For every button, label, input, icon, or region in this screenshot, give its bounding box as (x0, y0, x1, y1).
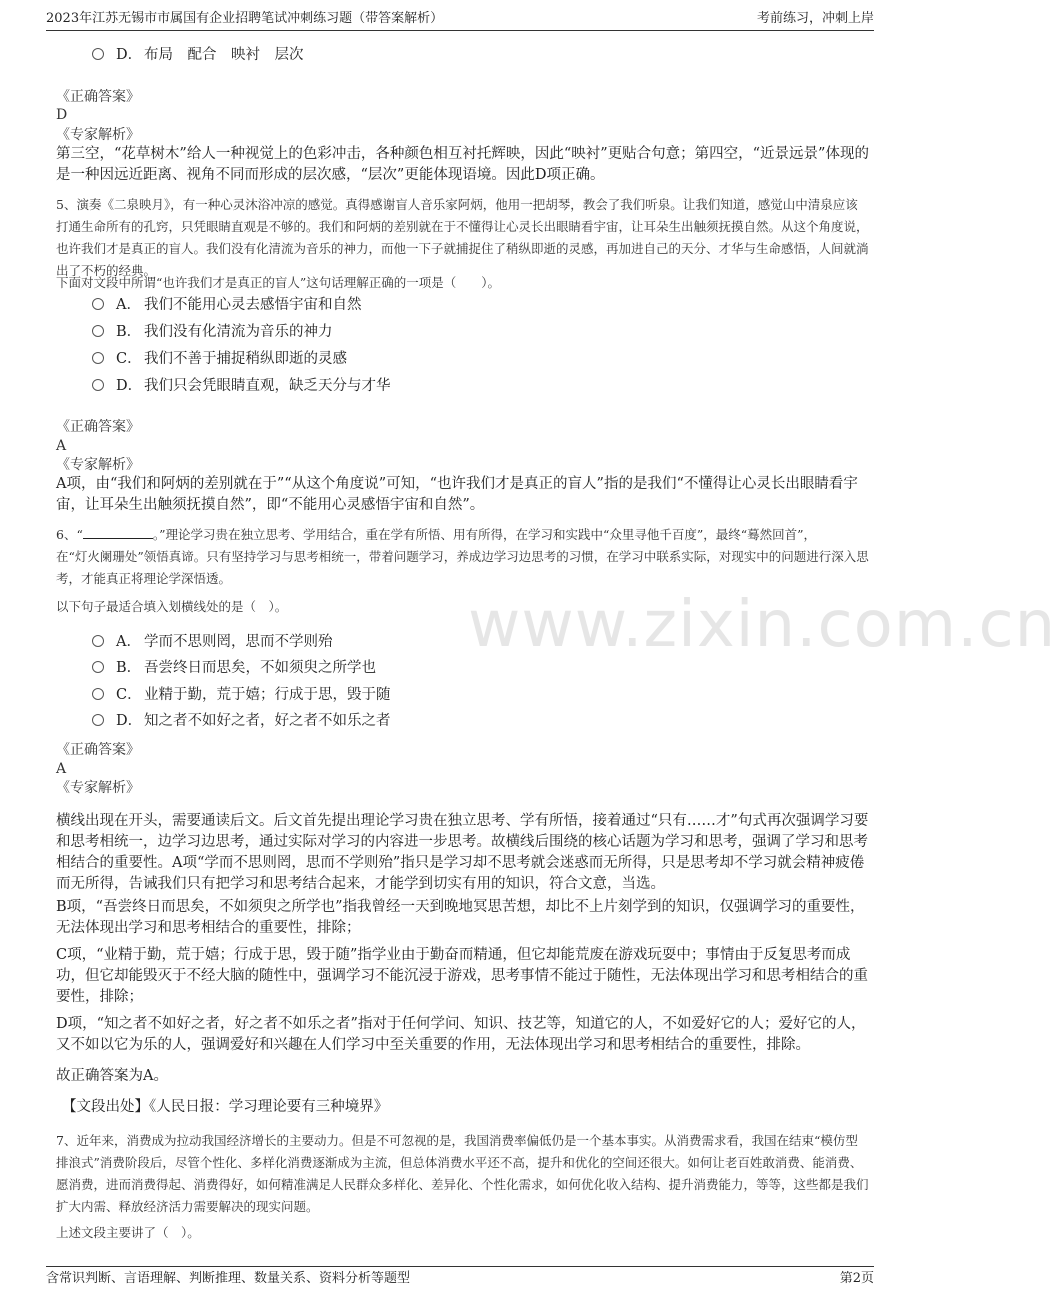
q5-answer: A (56, 438, 67, 454)
radio-icon[interactable] (92, 379, 104, 391)
q6-option-a[interactable] (92, 631, 333, 653)
q4-answer-label: 《正确答案》 (56, 89, 140, 105)
option-key: A． (116, 634, 141, 650)
q4-answer: D (56, 107, 68, 123)
watermark: www.zixin.com.cn (468, 588, 1056, 662)
radio-icon[interactable] (92, 298, 104, 310)
q6-stem-rest: 。”理论学习贵在独立思考、学用结合，重在学有所悟、用有所得，在学习和实践中“众里寻他千百度”，最终“蓦然回首”， (152, 527, 817, 542)
q6-stem (56, 524, 870, 546)
radio-icon[interactable] (92, 325, 104, 337)
q5-option-d[interactable] (92, 375, 391, 397)
q4-option-d[interactable] (92, 44, 304, 66)
q6-stem-prefix: 6、“ (56, 527, 83, 542)
q6-answer-label: 《正确答案》 (56, 742, 140, 758)
option-key: B． (116, 660, 142, 676)
q5-option-a[interactable] (92, 294, 362, 316)
radio-icon[interactable] (92, 688, 104, 700)
q4-analysis-label: 《专家解析》 (56, 127, 140, 143)
q6-analysis-p2: B项，“吾尝终日而思矣，不如须臾之所学也”指我曾经一天到晚地冥思苦想，却比不上片刻学到的知识，仅强调学习的重要性，无法体现出学习和思考相结合的重要性，排除； (56, 899, 865, 936)
radio-icon[interactable] (92, 714, 104, 726)
option-text: 我们没有化清流为音乐的神力 (144, 324, 333, 340)
option-text: 学而不思则罔，思而不学则殆 (144, 634, 333, 650)
q6-answer: A (56, 761, 67, 777)
option-key: B． (116, 324, 142, 340)
option-text: 知之者不如好之者，好之者不如乐之者 (144, 713, 391, 729)
q5-analysis: A项，由“我们和阿炳的差别就在于”“从这个角度说”可知，“也许我们才是真正的盲人”指的是我们“不懂得让心灵长出眼睛看宇宙，让耳朵生出触须抚摸自然”，即“不能用心灵感悟宇宙和自然”。 (56, 476, 858, 513)
q6-question: 以下句子最适合填入划横线处的是（ ）。 (56, 599, 288, 614)
q5-analysis-label: 《专家解析》 (56, 457, 140, 473)
radio-icon[interactable] (92, 352, 104, 364)
q5-passage: 5、演奏《二泉映月》，有一种心灵沐浴冲凉的感觉。真得感谢盲人音乐家阿炳，他用一把胡琴，教会了我们听泉。让我们知道，感觉山中清泉应该打通生命所有的孔窍，只凭眼睛直观是不够的。我们和阿炳的差别就在于不懂得让心灵长出眼睛看宇宙，让耳朵生出触须抚摸自然。从这个角度说，也许我们才是真正的盲人。我们没有化清流为音乐的神力，而他一下子就捕捉住了稍纵即逝的灵感，再加进自己的天分、才华与生命感悟，人间就淌出了不朽的经典。 (56, 197, 869, 278)
q6-stem-line2: 在“灯火阑珊处”领悟真谛。只有坚持学习与思考相统一，带着问题学习，养成边学习边思考的习惯，在学习中联系实际，对现实中的问题进行深入思考，才能真正将理论学深悟透。 (56, 549, 869, 586)
q4-analysis: 第三空，“花草树木”给人一种视觉上的色彩冲击，各种颜色相互衬托辉映，因此“映衬”更贴合句意；第四空，“近景远景”体现的是一种因远近距离、视角不同而形成的层次感，“层次”更能体现语境。因此D项正确。 (56, 146, 869, 183)
radio-icon[interactable] (92, 635, 104, 647)
radio-icon[interactable] (92, 661, 104, 673)
q5-answer-label: 《正确答案》 (56, 419, 140, 435)
option-text: 我们不能用心灵去感悟宇宙和自然 (144, 297, 362, 313)
page-footer (46, 1266, 874, 1291)
q5-option-b[interactable] (92, 321, 333, 343)
footer-note: 含常识判断、言语理解、判断推理、数量关系、资料分析等题型 (46, 1271, 411, 1286)
radio-icon[interactable] (92, 48, 104, 60)
q7-passage: 7、近年来，消费成为拉动我国经济增长的主要动力。但是不可忽视的是，我国消费率偏低仍是一个基本事实。从消费需求看，我国在结束“模仿型排浪式”消费阶段后，尽管个性化、多样化消费逐渐成为主流，但总体消费水平还不高，提升和优化的空间还很大。如何让老百姓敢消费、能消费、愿消费，进而消费得起、消费得好，如何精准满足人民群众多样化、差异化、个性化需求，如何优化收入结构、提升消费能力，等等，这些都是我们扩大内需、释放经济活力需要解决的现实问题。 (56, 1133, 869, 1214)
q6-option-b[interactable] (92, 657, 376, 679)
option-text: 业精于勤，荒于嬉；行成于思，毁于随 (144, 687, 391, 703)
option-key: D． (116, 713, 143, 729)
q6-source: 【文段出处】《人民日报：学习理论要有三种境界》 (62, 1099, 389, 1115)
option-key: C． (116, 351, 142, 367)
header-title: 2023年江苏无锡市市属国有企业招聘笔试冲刺练习题（带答案解析） (46, 11, 444, 26)
q5-option-c[interactable] (92, 348, 347, 370)
option-key: C． (116, 687, 142, 703)
header-slogan: 考前练习，冲刺上岸 (756, 11, 874, 26)
option-text: 布局 配合 映衬 层次 (144, 47, 304, 63)
option-key: A． (116, 297, 141, 313)
q7-question: 上述文段主要讲了（ ）。 (56, 1225, 200, 1240)
q5-question: 下面对文段中所谓“也许我们才是真正的盲人”这句话理解正确的一项是（ ）。 (56, 275, 501, 290)
page-header (46, 8, 874, 31)
q6-conclusion: 故正确答案为A。 (56, 1068, 168, 1084)
option-text: 我们不善于捕捉稍纵即逝的灵感 (144, 351, 347, 367)
option-text: 我们只会凭眼睛直观，缺乏天分与才华 (144, 378, 391, 394)
option-text: 吾尝终日而思矣，不如须臾之所学也 (144, 660, 376, 676)
page-number: 第2页 (839, 1271, 874, 1286)
q6-analysis-p1: 横线出现在开头，需要通读后文。后文首先提出理论学习贵在独立思考、学有所悟，接着通过“只有……才”句式再次强调学习要和思考相统一，边学习边思考，通过实际对学习的内容进一步思考。故横线后围绕的核心话题为学习和思考，强调了学习和思考相结合的重要性。A项“学而不思则罔，思而不学则殆”指只是学习却不思考就会迷惑而无所得，只是思考却不学习就会精神疲倦而无所得，告诫我们只有把学习和思考结合起来，才能学到切实有用的知识，符合文意，当选。 (56, 813, 869, 892)
option-key: D． (116, 378, 143, 394)
option-key: D． (116, 47, 143, 63)
q6-analysis-label: 《专家解析》 (56, 780, 140, 796)
fill-blank (83, 524, 153, 539)
q6-option-d[interactable] (92, 710, 391, 732)
q6-option-c[interactable] (92, 684, 391, 706)
q6-analysis-p3: C项，“业精于勤，荒于嬉；行成于思，毁于随”指学业由于勤奋而精通，但它却能荒废在游戏玩耍中；事情由于反复思考而成功，但它却能毁灭于不经大脑的随性中，强调学习不能沉浸于游戏，思考事情不能过于随性，无法体现出学习和思考相结合的重要性，排除； (56, 947, 868, 1005)
q6-analysis-p4: D项，“知之者不如好之者，好之者不如乐之者”指对于任何学问、知识、技艺等，知道它的人，不如爱好它的人；爱好它的人，又不如以它为乐的人，强调爱好和兴趣在人们学习中至关重要的作用，无法体现出学习和思考相结合的重要性，排除。 (56, 1016, 866, 1053)
